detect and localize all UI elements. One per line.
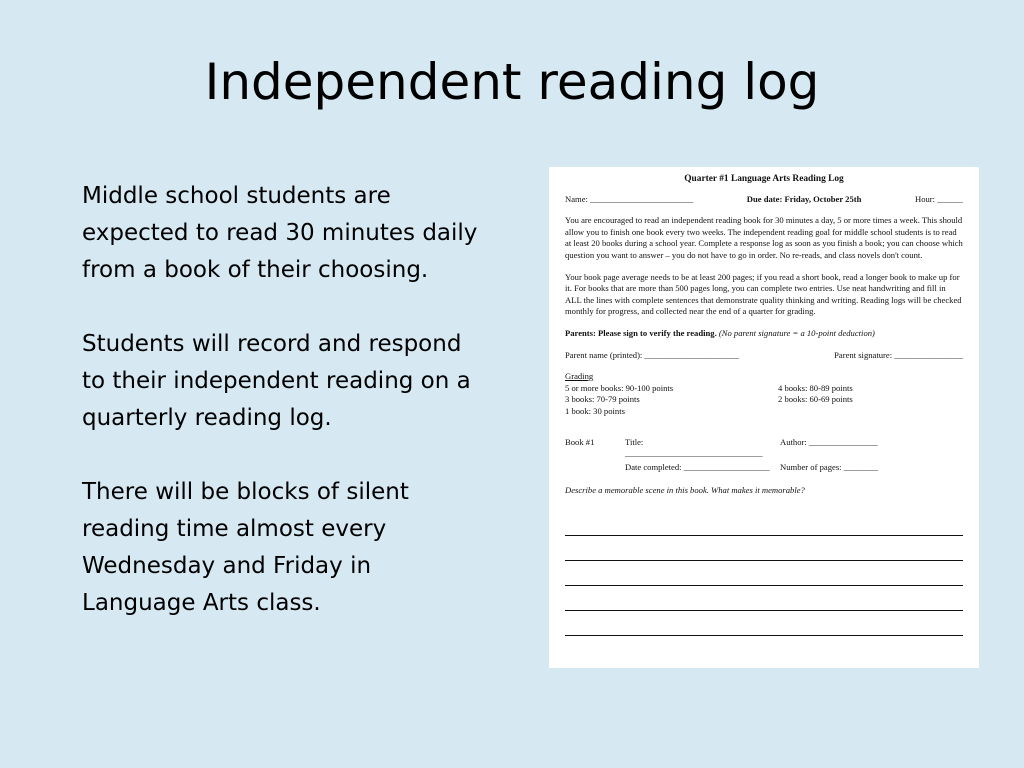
book-row-spacer: [565, 462, 625, 474]
header-row: [565, 194, 963, 206]
book-row-2: [565, 462, 963, 474]
grading-item: [778, 406, 963, 418]
grading-item: 2 books: 60-69 points: [778, 394, 853, 405]
number-of-pages-field: Number of pages: ________: [780, 461, 879, 472]
parent-sign-line: [565, 328, 963, 340]
grading-item: 5 or more books: 90-100 points: [565, 382, 674, 393]
name-field: Name: ________________________: [565, 193, 694, 204]
parents-sign-label: Parents: Please sign to verify the reading.: [565, 327, 717, 338]
response-line: [565, 561, 963, 586]
grading-item: 4 books: 80-89 points: [778, 382, 853, 393]
slide-title: Independent reading log: [204, 53, 820, 111]
due-date: Due date: Friday, October 25th: [746, 193, 862, 204]
response-line: [565, 511, 963, 536]
reading-log-document-image: [549, 167, 979, 668]
grading-heading: Grading: [565, 371, 594, 382]
date-completed-field: Date completed: ____________________: [625, 461, 770, 472]
parent-name-field: Parent name (printed): ______________________: [565, 349, 739, 360]
paragraph-daily-reading: Middle school students are expected to read 30 minutes daily from a book of their choosing.: [82, 183, 478, 283]
response-prompt: Describe a memorable scene in this book. What makes it memorable?: [565, 485, 805, 496]
grading-item: 1 book: 30 points: [565, 405, 625, 416]
book-entry: [565, 437, 963, 474]
document-title: Quarter #1 Language Arts Reading Log: [684, 174, 844, 184]
grading-grid: [565, 383, 963, 418]
slide-body: [82, 178, 522, 659]
parent-fields-row: [565, 350, 963, 362]
grading-item: 3 books: 70-79 points: [565, 394, 640, 405]
paragraph-silent-reading: There will be blocks of silent reading time almost every Wednesday and Friday in Language Arts class.: [82, 479, 409, 616]
response-line: [565, 586, 963, 611]
instructions-paragraph-2: Your book page average needs to be at least 200 pages; if you read a short book, read a longer book to make up for it. For books that are more than 500 pages long, you can complete two entries. Use neat handwriting and fill in ALL the lines with complete sentences that demonstrate quality thinking and writing. Reading logs will be checked monthly for progress, and collected near the end of a quarter for grading.: [565, 271, 962, 317]
instructions-paragraph-1: You are encouraged to read an independent reading book for 30 minutes a day, 5 or more times a week. This should allow you to finish one book every two weeks. The independent reading goal for middle school students is to read at least 20 books during a school year. Complete a response log as soon as you finish a book; you can choose which question you want to answer – you do not have to go in order. No re-reads, and class novels don't count.: [565, 215, 963, 260]
parents-sign-note: (No parent signature = a 10-point deduction): [718, 327, 875, 338]
book-row-1: [565, 437, 963, 460]
grading-section: [565, 371, 963, 417]
response-line: [565, 611, 963, 636]
paragraph-reading-log: Students will record and respond to their independent reading on a quarterly reading log.: [82, 331, 471, 431]
hour-field: Hour: ______: [915, 193, 963, 204]
parent-signature-field: Parent signature: ________________: [834, 349, 963, 360]
response-line: [565, 536, 963, 561]
author-field: Author: ________________: [780, 436, 878, 447]
response-lines: [565, 511, 963, 636]
book-label: Book #1: [565, 436, 595, 447]
title-field: Title: ________________________________: [625, 436, 763, 459]
